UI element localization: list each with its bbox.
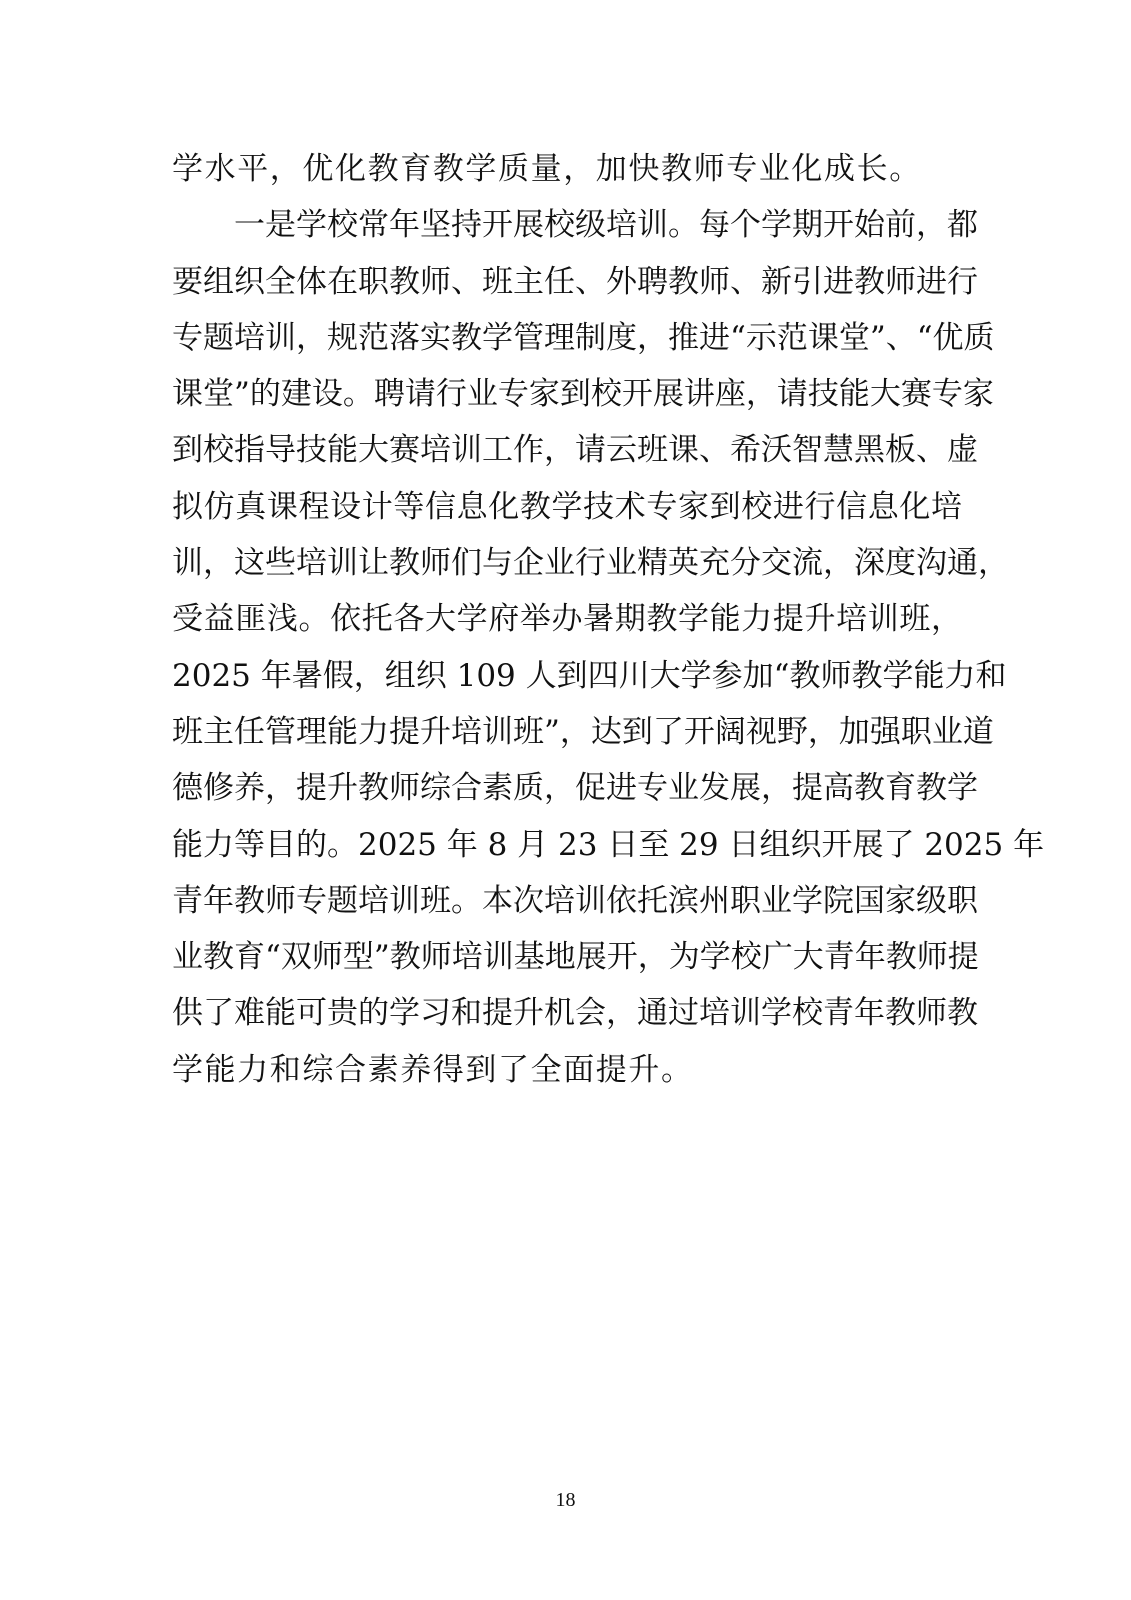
text-line: 课堂”的建设。聘请行业专家到校开展讲座，请技能大赛专家 [172,376,994,413]
page-number: 18 [555,1489,576,1511]
body-text [172,141,1045,1098]
text-line: 德修养，提升教师综合素质，促进专业发展，提高教育教学 [172,770,978,807]
text-line: 业教育“双师型”教师培训基地展开，为学校广大青年教师提 [172,939,979,976]
text-line: 要组织全体在职教师、班主任、外聘教师、新引进教师进行 [172,263,978,300]
text-line: 学能力和综合素养得到了全面提升。 [172,1051,694,1088]
text-line: 训，这些培训让教师们与企业行业精英充分交流，深度沟通， [172,545,1009,582]
text-line: 一是学校常年坚持开展校级培训。每个学期开始前，都 [234,207,978,244]
text-line: 班主任管理能力提升培训班”，达到了开阔视野，加强职业道 [172,713,994,750]
text-line: 到校指导技能大赛培训工作，请云班课、希沃智慧黑板、虚 [172,432,978,469]
text-line: 能力等目的。2025 年 8 月 23 日至 29 日组织开展了 2025 年 [172,826,1045,863]
text-line: 2025 年暑假，组织 109 人到四川大学参加“教师教学能力和 [172,657,1007,694]
text-line: 受益匪浅。依托各大学府举办暑期教学能力提升培训班， [172,601,962,638]
text-line: 拟仿真课程设计等信息化教学技术专家到校进行信息化培 [172,488,962,525]
text-line: 供了难能可贵的学习和提升机会，通过培训学校青年教师教 [172,995,978,1032]
text-line: 专题培训，规范落实教学管理制度，推进“示范课堂”、“优质 [172,319,995,356]
text-line: 学水平，优化教育教学质量，加快教师专业化成长。 [172,151,922,187]
text-line: 青年教师专题培训班。本次培训依托滨州职业学院国家级职 [172,882,978,919]
